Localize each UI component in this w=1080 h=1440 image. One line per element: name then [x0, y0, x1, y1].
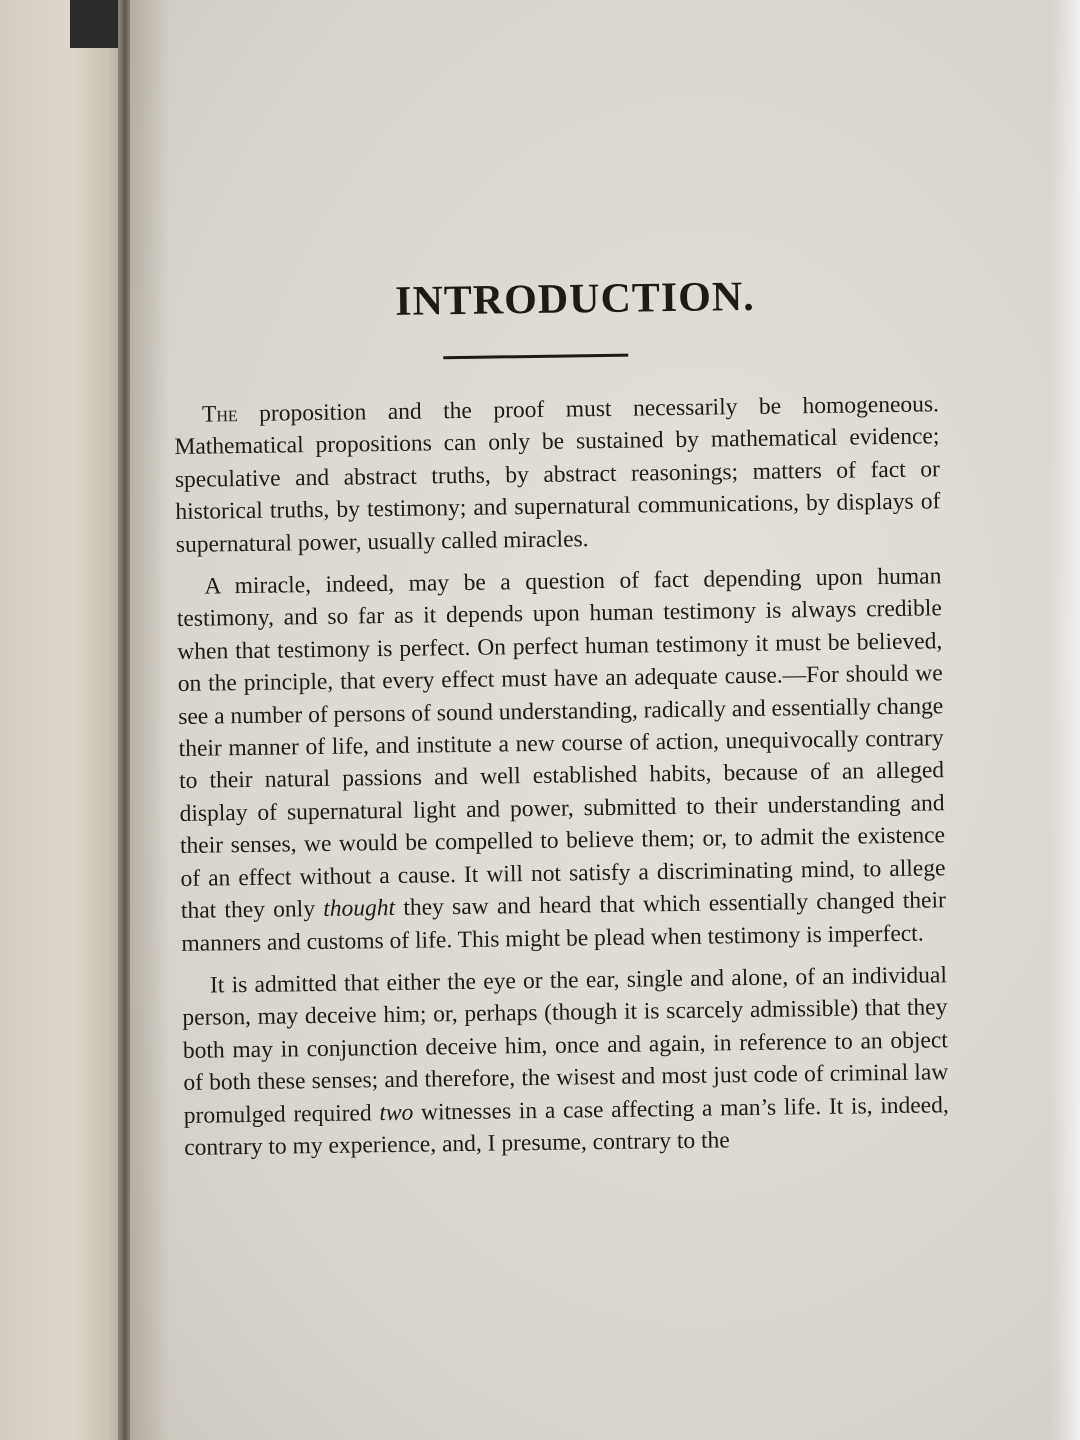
- italic-word: two: [379, 1099, 414, 1126]
- paragraph-1: [174, 388, 941, 561]
- paragraph-3: [182, 959, 950, 1164]
- paragraph-text: It is admitted that either the eye or the ear, single and alone, of an individual person, may deceive him; or, perhaps (though it is scarcely admissible) that they both may in conjunction deceive him, once and again, in reference to an object of both these senses; and therefore, the wisest and most just code of criminal law promulged required: [182, 962, 949, 1129]
- page-content: [172, 259, 950, 1174]
- gutter-shadow: [130, 0, 170, 1440]
- book-page: [130, 0, 1080, 1440]
- italic-word: thought: [323, 895, 396, 923]
- paragraph-lead-word: The: [201, 401, 238, 428]
- title-rule: [443, 354, 628, 360]
- facing-page: [0, 0, 128, 1440]
- paragraph-text: they saw and heard that which essentially changed their manners and customs of life. This might be plead when testimony is imperfect.: [181, 887, 947, 957]
- paragraph-text: proposition and the proof must necessarily be homogeneous. Mathematical propositions can only be sustained by mathematical evidence; speculative and abstract truths, by abstract reasonings; matters of fact or historical truths, by testimony; and supernatural communications, by displays of supernatural power, usually called miracles.: [174, 391, 941, 558]
- page-edge-highlight: [1050, 0, 1080, 1440]
- paragraph-text: witnesses in a case affecting a man’s life. It is, indeed, contrary to my experience, and, I presume, contrary to the: [184, 1091, 949, 1161]
- chapter-title: INTRODUCTION.: [394, 273, 756, 325]
- paragraph-2: [176, 560, 946, 960]
- paragraph-text: A miracle, indeed, may be a question of fact depending upon human testimony, and so far as it depends upon human testimony is always credible when that testimony is perfect. On perfect human testimony it must be believed, on the principle, that every effect must have an adequate cause.—For should we see a number of persons of sound understanding, radically and essentially change their manner of life, and institute a new course of action, unequivocally contrary to their natural passions and well established habits, because of an alleged display of supernatural light and power, submitted to their understanding and their senses, we would be compelled to believe them; or, to admit the existence of an effect without a cause. It will not satisfy a discriminating mind, to allege that they only: [176, 563, 946, 925]
